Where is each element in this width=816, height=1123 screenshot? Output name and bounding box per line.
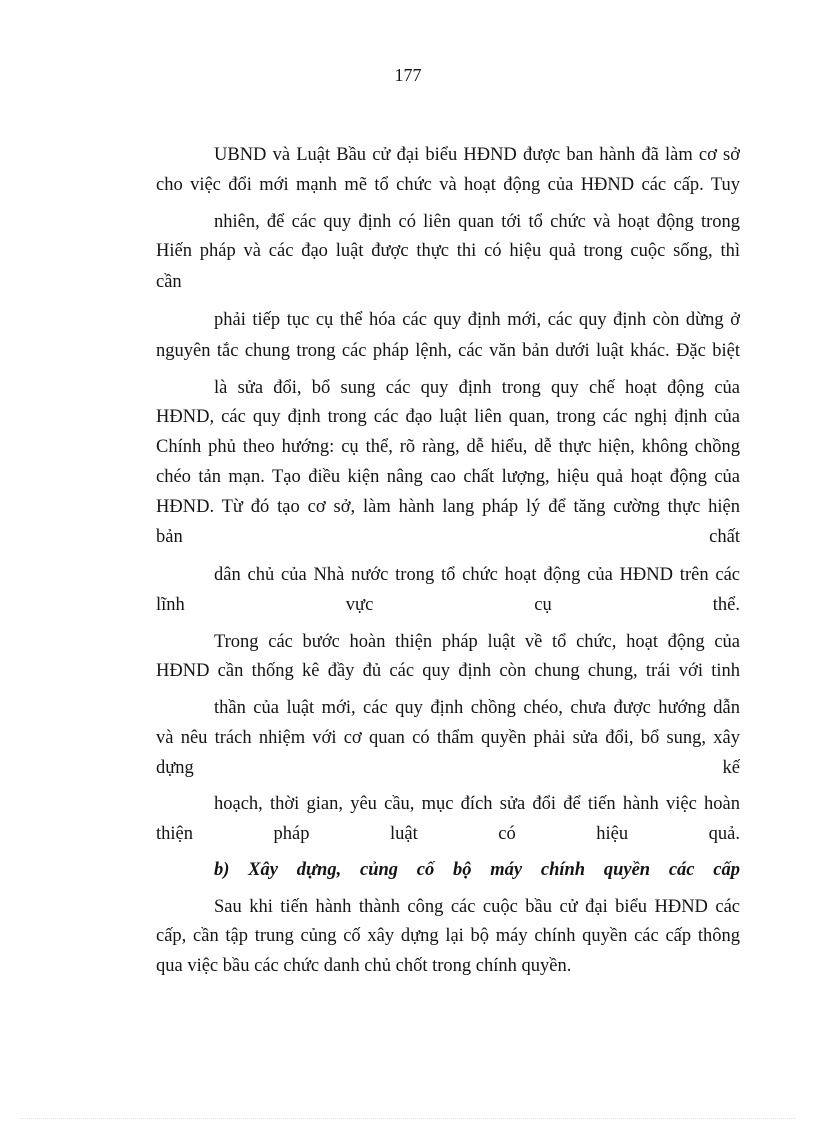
text-line: cấp, cần tập trung củng cố xây dựng lại bộ máy chính quyền các cấp thông (156, 926, 740, 946)
text-line: HĐND, các quy định trong các đạo luật liên quan, trong các nghị định của (156, 407, 740, 427)
page-number: 177 (394, 65, 422, 85)
text-line: HĐND cần thống kê đầy đủ các quy định còn chung chung, trái với tinh (156, 661, 740, 681)
text-line: dân chủ của Nhà nước trong tổ chức hoạt động của HĐND trên các (214, 565, 740, 585)
text-line: thần của luật mới, các quy định chồng chéo, chưa được hướng dẫn (214, 698, 740, 718)
text-line: phải tiếp tục cụ thể hóa các quy định mới, các quy định còn dừng ở (214, 310, 740, 330)
text-line: nguyên tắc chung trong các pháp lệnh, các văn bản dưới luật khác. Đặc biệt (156, 341, 740, 361)
text-line: và nêu trách nhiệm với cơ quan có thẩm quyền phải sửa đổi, bổ sung, xây (156, 728, 740, 748)
text-line: hoạch, thời gian, yêu cầu, mục đích sửa đổi để tiến hành việc hoàn (214, 794, 740, 814)
text-line: Trong các bước hoàn thiện pháp luật về tổ chức, hoạt động của (214, 632, 740, 652)
footer-divider (20, 1118, 796, 1119)
text-line: UBND và Luật Bầu cử đại biểu HĐND được ban hành đã làm cơ sở (214, 145, 740, 165)
text-line: Chính phủ theo hướng: cụ thể, rõ ràng, dễ hiểu, dễ thực hiện, không chồng (156, 437, 740, 457)
text-line: cần (156, 272, 182, 292)
text-line: qua việc bầu các chức danh chủ chốt trong chính quyền. (156, 956, 572, 976)
text-line: chéo tản mạn. Tạo điều kiện nâng cao chất lượng, hiệu quả hoạt động của (156, 467, 740, 487)
text-line: bản chất (156, 527, 740, 547)
text-line: dựng kế (156, 758, 740, 778)
text-line: lĩnh vực cụ thể. (156, 595, 740, 615)
text-line: cho việc đổi mới mạnh mẽ tổ chức và hoạt động của HĐND các cấp. Tuy (156, 175, 740, 195)
section-heading: b) Xây dựng, củng cố bộ máy chính quyền các cấp (214, 860, 740, 880)
text-line: Hiến pháp và các đạo luật được thực thi có hiệu quả trong cuộc sống, thì (156, 241, 740, 261)
text-line: Sau khi tiến hành thành công các cuộc bầu cử đại biểu HĐND các (214, 897, 740, 917)
text-line: nhiên, để các quy định có liên quan tới tổ chức và hoạt động trong (214, 212, 740, 232)
text-line: thiện pháp luật có hiệu quả. (156, 824, 740, 844)
text-line: HĐND. Từ đó tạo cơ sở, làm hành lang pháp lý để tăng cường thực hiện (156, 497, 740, 517)
text-line: là sửa đổi, bổ sung các quy định trong quy chế hoạt động của (214, 378, 740, 398)
